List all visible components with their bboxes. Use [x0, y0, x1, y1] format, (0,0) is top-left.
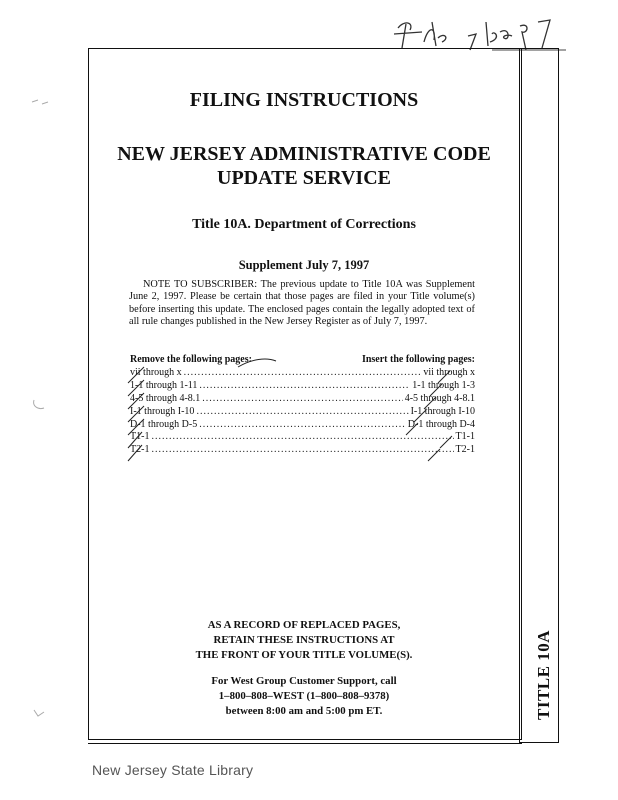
checkmark-strokes [126, 355, 482, 465]
code-title-line2: UPDATE SERVICE [217, 167, 391, 189]
remove-pages: 4-5 through 4-8.1 [130, 392, 201, 404]
remove-pages: 1-1 through 1-11 [130, 379, 198, 391]
scan-artifact [30, 396, 48, 414]
note-to-subscriber [129, 279, 475, 328]
insert-pages: 4-5 through 4-8.1 [404, 392, 475, 404]
library-footer: New Jersey State Library [92, 762, 254, 778]
supplement-line: Supplement July 7, 1997 [238, 258, 370, 272]
remove-pages: T1-1 [130, 431, 150, 443]
frame-bottom-rule [88, 743, 522, 744]
insert-pages: T2-1 [455, 444, 475, 456]
record-line: AS A RECORD OF REPLACED PAGES, [207, 619, 401, 631]
remove-header: Remove the following pages: [130, 354, 252, 365]
record-instructions [88, 618, 520, 663]
support-line: For West Group Customer Support, call [211, 675, 397, 687]
scan-artifact [30, 706, 48, 724]
support-line: between 8:00 am and 5:00 pm ET. [225, 705, 383, 717]
note-text: NOTE TO SUBSCRIBER: The previous update to Title 10A was Supplement June 2, 1997. Please be certain that those pages are filed in your Title volume(s) before inserting this update. The enclosed pages contain the legally adopted text of all rule changes published in the New Jersey Register as of July 7, 1997. [129, 279, 475, 327]
insert-pages: vii through x [423, 367, 475, 378]
remove-pages: vii through x [130, 367, 182, 378]
insert-pages: 1-1 through 1-3 [412, 379, 475, 391]
insert-pages: D-1 through D-4 [407, 418, 475, 430]
record-line: THE FRONT OF YOUR TITLE VOLUME(S). [195, 649, 413, 661]
remove-pages: T2-1 [130, 444, 150, 456]
scan-artifact [30, 96, 50, 108]
spine-label: TITLE 10A [534, 630, 553, 720]
customer-support [88, 674, 520, 719]
insert-pages: T1-1 [455, 431, 475, 443]
heading: FILING INSTRUCTIONS [189, 89, 419, 111]
remove-pages: I-1 through I-10 [130, 405, 195, 417]
record-line: RETAIN THESE INSTRUCTIONS AT [213, 634, 395, 646]
insert-header: Insert the following pages: [361, 354, 475, 365]
insert-pages: I-1 through I-10 [410, 405, 475, 417]
support-line: 1–800–808–WEST (1–800–808–9378) [218, 690, 390, 702]
handwritten-date-annotation [392, 12, 570, 52]
remove-pages: D-1 through D-5 [130, 418, 198, 430]
title-line: Title 10A. Department of Corrections [192, 217, 416, 232]
code-title-line1: NEW JERSEY ADMINISTRATIVE CODE [117, 143, 491, 165]
